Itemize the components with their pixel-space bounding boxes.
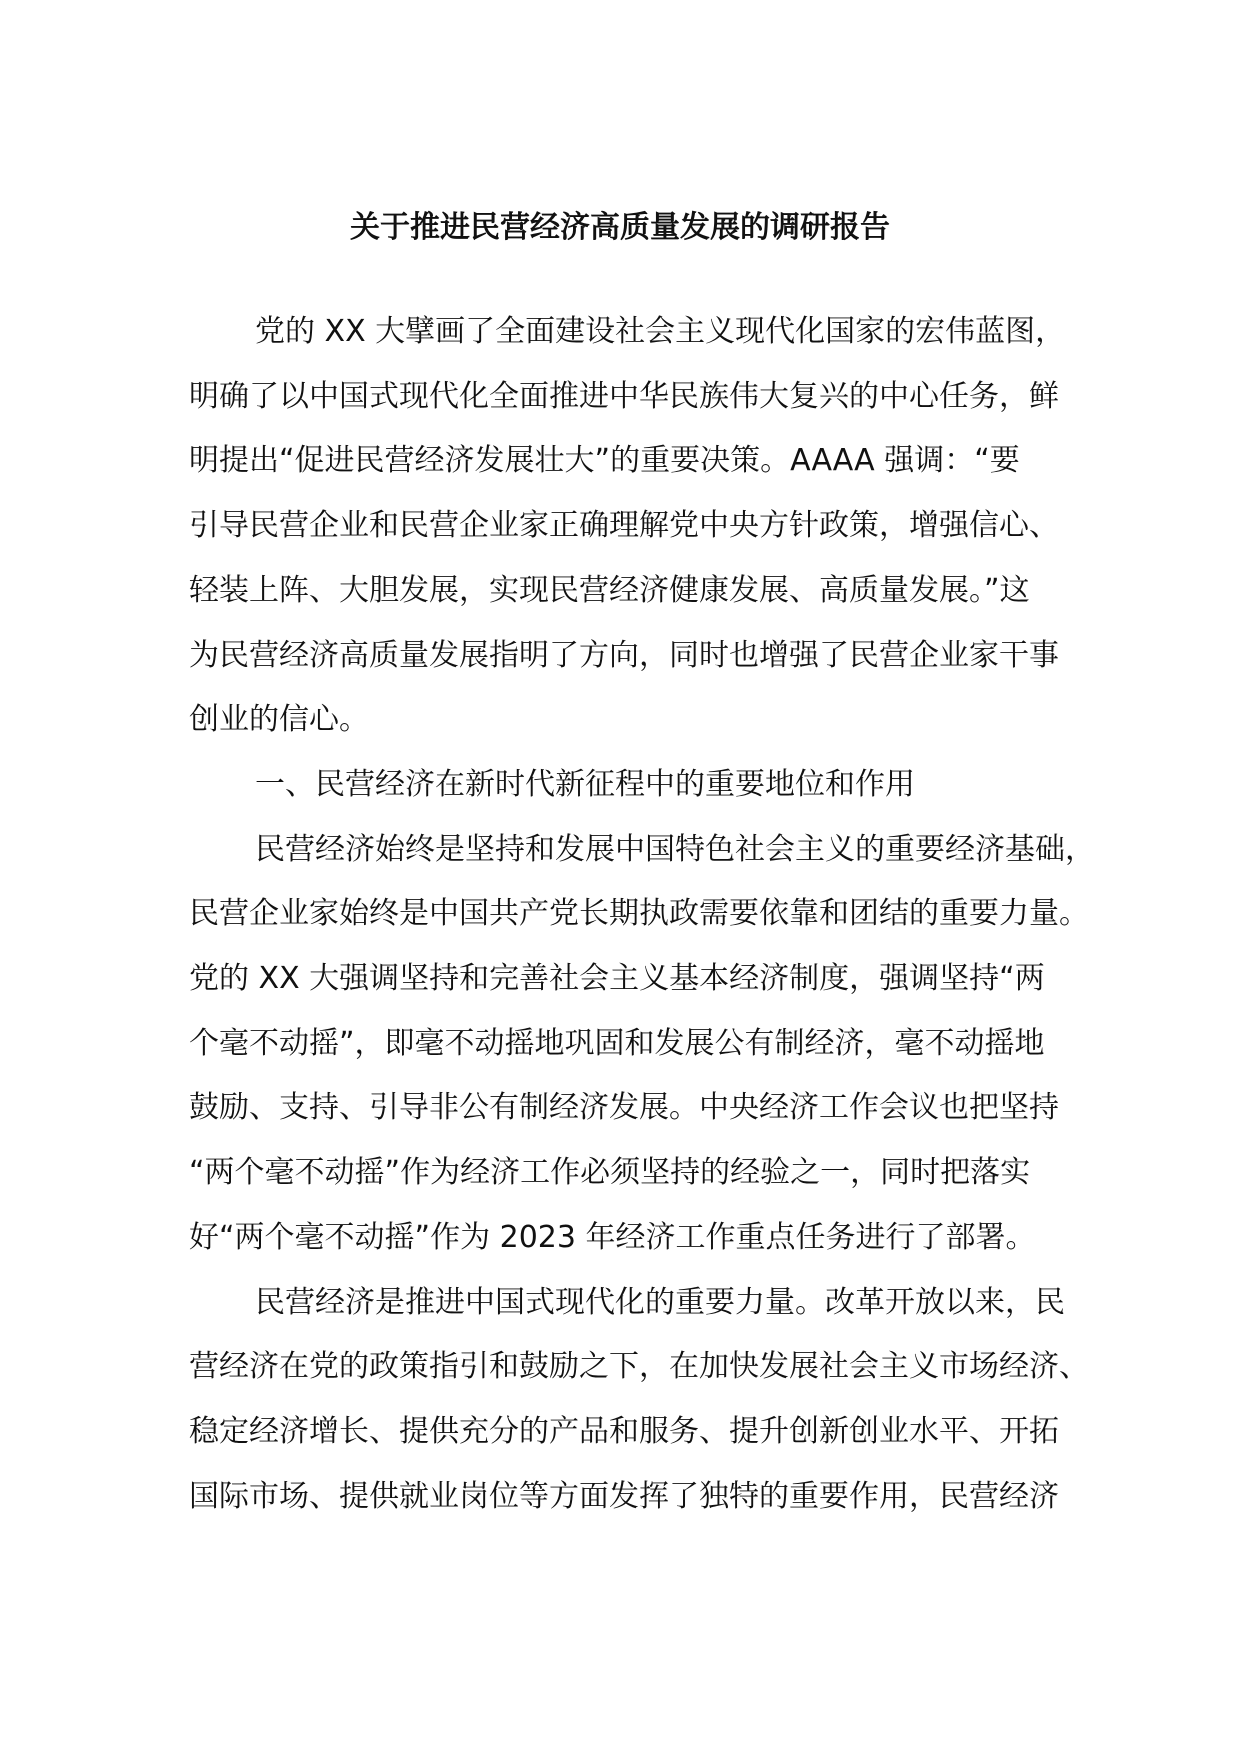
text-line: 民营企业家始终是中国共产党长期执政需要依靠和团结的重要力量。: [189, 896, 1089, 932]
text-line: 一、民营经济在新时代新征程中的重要地位和作用: [255, 766, 915, 802]
text-line: 创业的信心。: [189, 702, 369, 738]
text-line: 民营经济始终是坚持和发展中国特色社会主义的重要经济基础，: [255, 831, 1095, 867]
text-line: 明提出“促进民营经济发展壮大”的重要决策。AAAA 强调：“要: [189, 443, 1020, 479]
paragraph-basis: [189, 818, 1095, 1271]
section-heading: [189, 753, 1079, 818]
text-line: 民营经济是推进中国式现代化的重要力量。改革开放以来，民: [255, 1284, 1065, 1320]
paragraph-modernization: [189, 1271, 1089, 1530]
text-line: 鼓励、支持、引导非公有制经济发展。中央经济工作会议也把坚持: [189, 1090, 1059, 1126]
text-line: 党的 XX 大擘画了全面建设社会主义现代化国家的宏伟蓝图，: [255, 314, 1066, 349]
text-line: 个毫不动摇”，即毫不动摇地巩固和发展公有制经济，毫不动摇地: [189, 1025, 1045, 1061]
paragraph-intro: [189, 300, 1079, 753]
text-line: 营经济在党的政策指引和鼓励之下，在加快发展社会主义市场经济、: [189, 1349, 1089, 1385]
text-line: 引导民营企业和民营企业家正确理解党中央方针政策，增强信心、: [189, 508, 1059, 544]
text-line: 党的 XX 大强调坚持和完善社会主义基本经济制度，强调坚持“两: [189, 961, 1045, 997]
document-title: 关于推进民营经济高质量发展的调研报告: [350, 210, 890, 245]
text-line: 轻装上阵、大胆发展，实现民营经济健康发展、高质量发展。”这: [189, 572, 1030, 608]
text-line: 好“两个毫不动摇”作为 2023 年经济工作重点任务进行了部署。: [189, 1219, 1036, 1255]
text-line: “两个毫不动摇”作为经济工作必须坚持的经验之一，同时把落实: [189, 1155, 1031, 1191]
text-line: 国际市场、提供就业岗位等方面发挥了独特的重要作用，民营经济: [189, 1478, 1059, 1514]
text-line: 明确了以中国式现代化全面推进中华民族伟大复兴的中心任务，鲜: [189, 378, 1059, 414]
text-line: 为民营经济高质量发展指明了方向，同时也增强了民营企业家干事: [189, 637, 1059, 673]
document-body: [189, 300, 1095, 1529]
text-line: 稳定经济增长、提供充分的产品和服务、提升创新创业水平、开拓: [189, 1413, 1059, 1449]
